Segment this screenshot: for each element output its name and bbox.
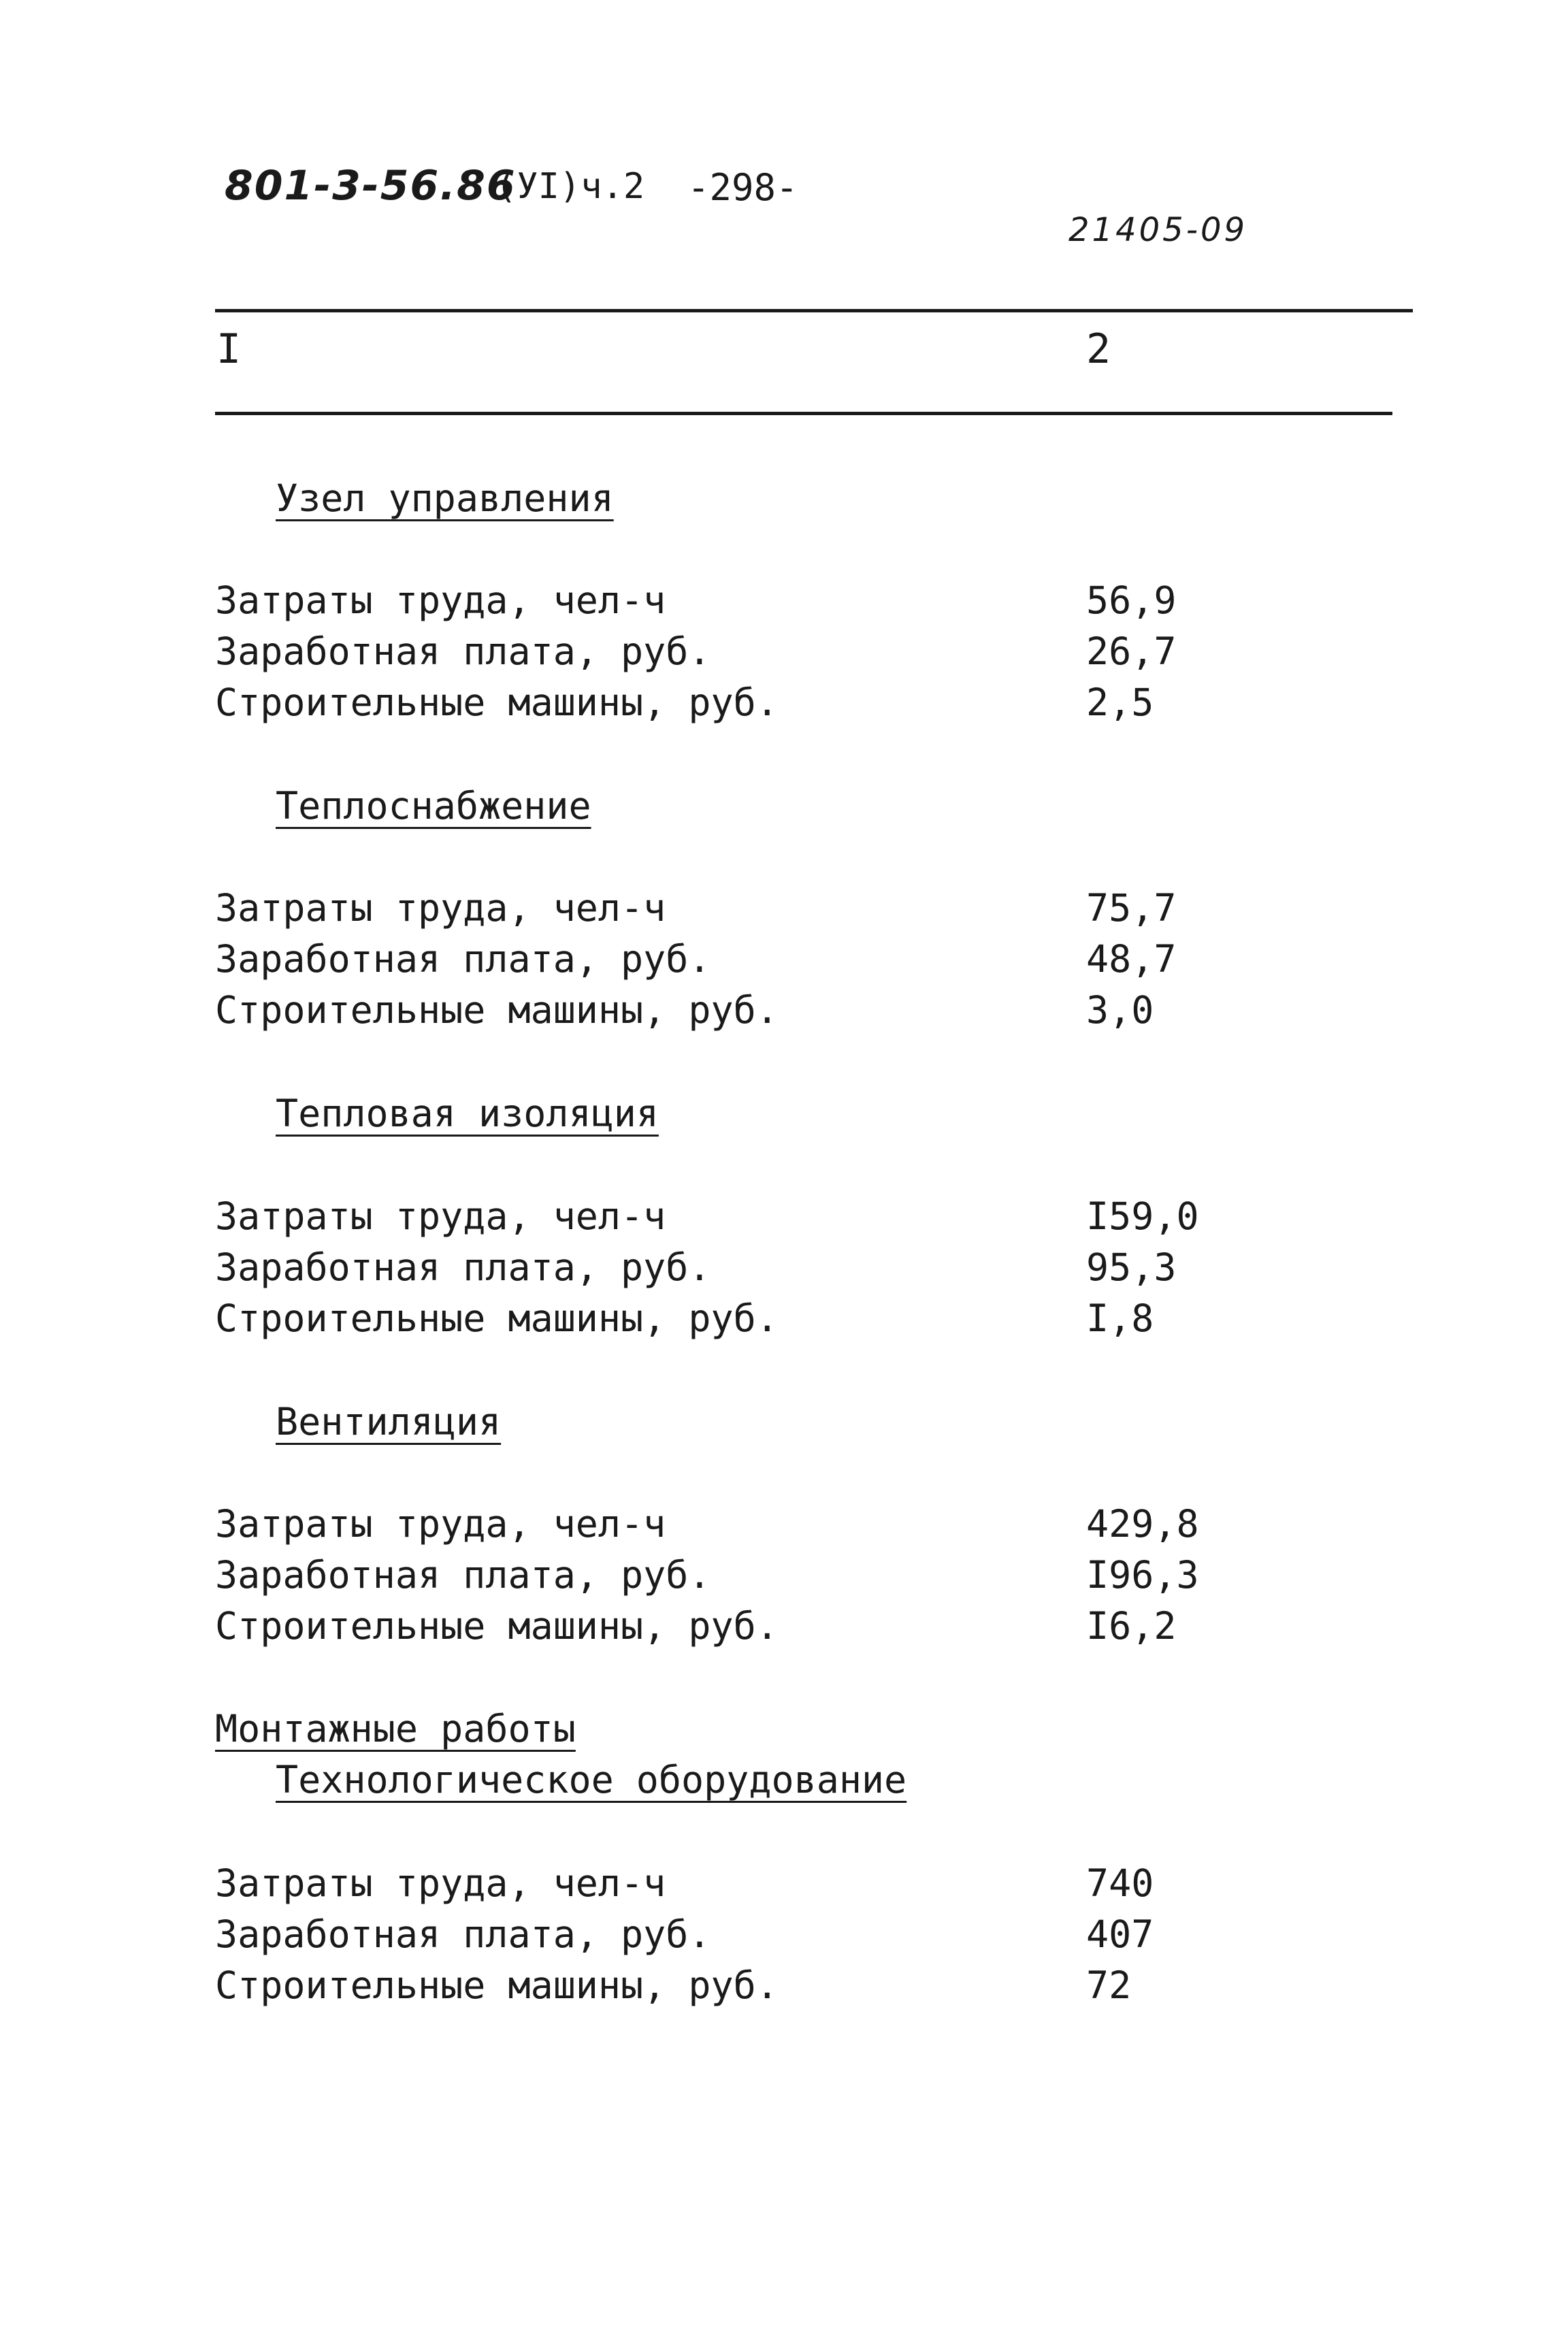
archive-number: 21405-09 [1068,211,1248,249]
document-part: (УI)ч.2 [495,166,645,207]
table-row [215,1912,1372,1964]
row-value: I6,2 [1086,1604,1177,1648]
row-label: Строительные машины, руб. [215,681,779,724]
table-row [215,1297,1372,1348]
row-label: Заработная плата, руб. [215,937,711,981]
column-header-1: I [216,325,242,373]
table-row [215,937,1372,989]
table-row [215,886,1372,938]
table-row [215,1963,1372,2015]
column-header-2: 2 [1086,325,1111,373]
row-label: Заработная плата, руб. [215,1912,711,1956]
table-row [215,1604,1372,1656]
table-header-rule [215,412,1392,415]
row-label: Затраты труда, чел-ч [215,1861,666,1905]
row-value: 3,0 [1086,988,1154,1032]
section-title: Узел управления [276,476,614,520]
page-number: -298- [687,166,798,209]
document-code: 801-3-56.86 [225,162,517,210]
section-title: Тепловая изоляция [276,1092,659,1135]
table-row [215,1553,1372,1605]
row-label: Строительные машины, руб. [215,988,779,1032]
row-label: Строительные машины, руб. [215,1297,779,1340]
table-row [215,1502,1372,1554]
table-row [215,1245,1372,1297]
row-label: Затраты труда, чел-ч [215,1502,666,1546]
row-label: Строительные машины, руб. [215,1604,779,1648]
row-value: 48,7 [1086,937,1177,981]
row-value: I96,3 [1086,1553,1199,1597]
row-value: 75,7 [1086,886,1177,930]
row-label: Заработная плата, руб. [215,1553,711,1597]
row-value: 740 [1086,1861,1154,1905]
row-label: Затраты труда, чел-ч [215,886,666,930]
table-row [215,578,1372,630]
table-row [215,1861,1372,1913]
row-value: I,8 [1086,1297,1154,1340]
table-row [215,630,1372,681]
table-row [215,681,1372,732]
row-value: 429,8 [1086,1502,1199,1546]
row-value: I59,0 [1086,1194,1199,1238]
section-heading: Монтажные работы [215,1707,576,1750]
section-title: Вентиляция [276,1400,502,1444]
row-label: Затраты труда, чел-ч [215,1194,666,1238]
row-value: 26,7 [1086,630,1177,673]
row-value: 56,9 [1086,578,1177,622]
section-title: Технологическое оборудование [276,1758,907,1802]
table-row [215,1194,1372,1246]
row-value: 2,5 [1086,681,1154,724]
row-label: Заработная плата, руб. [215,630,711,673]
table-row [215,988,1372,1040]
table-top-rule [215,309,1413,312]
row-label: Строительные машины, руб. [215,1963,779,2007]
section-title: Теплоснабжение [276,784,591,828]
row-value: 72 [1086,1963,1132,2007]
row-label: Заработная плата, руб. [215,1245,711,1289]
row-label: Затраты труда, чел-ч [215,578,666,622]
row-value: 95,3 [1086,1245,1177,1289]
row-value: 407 [1086,1912,1154,1956]
